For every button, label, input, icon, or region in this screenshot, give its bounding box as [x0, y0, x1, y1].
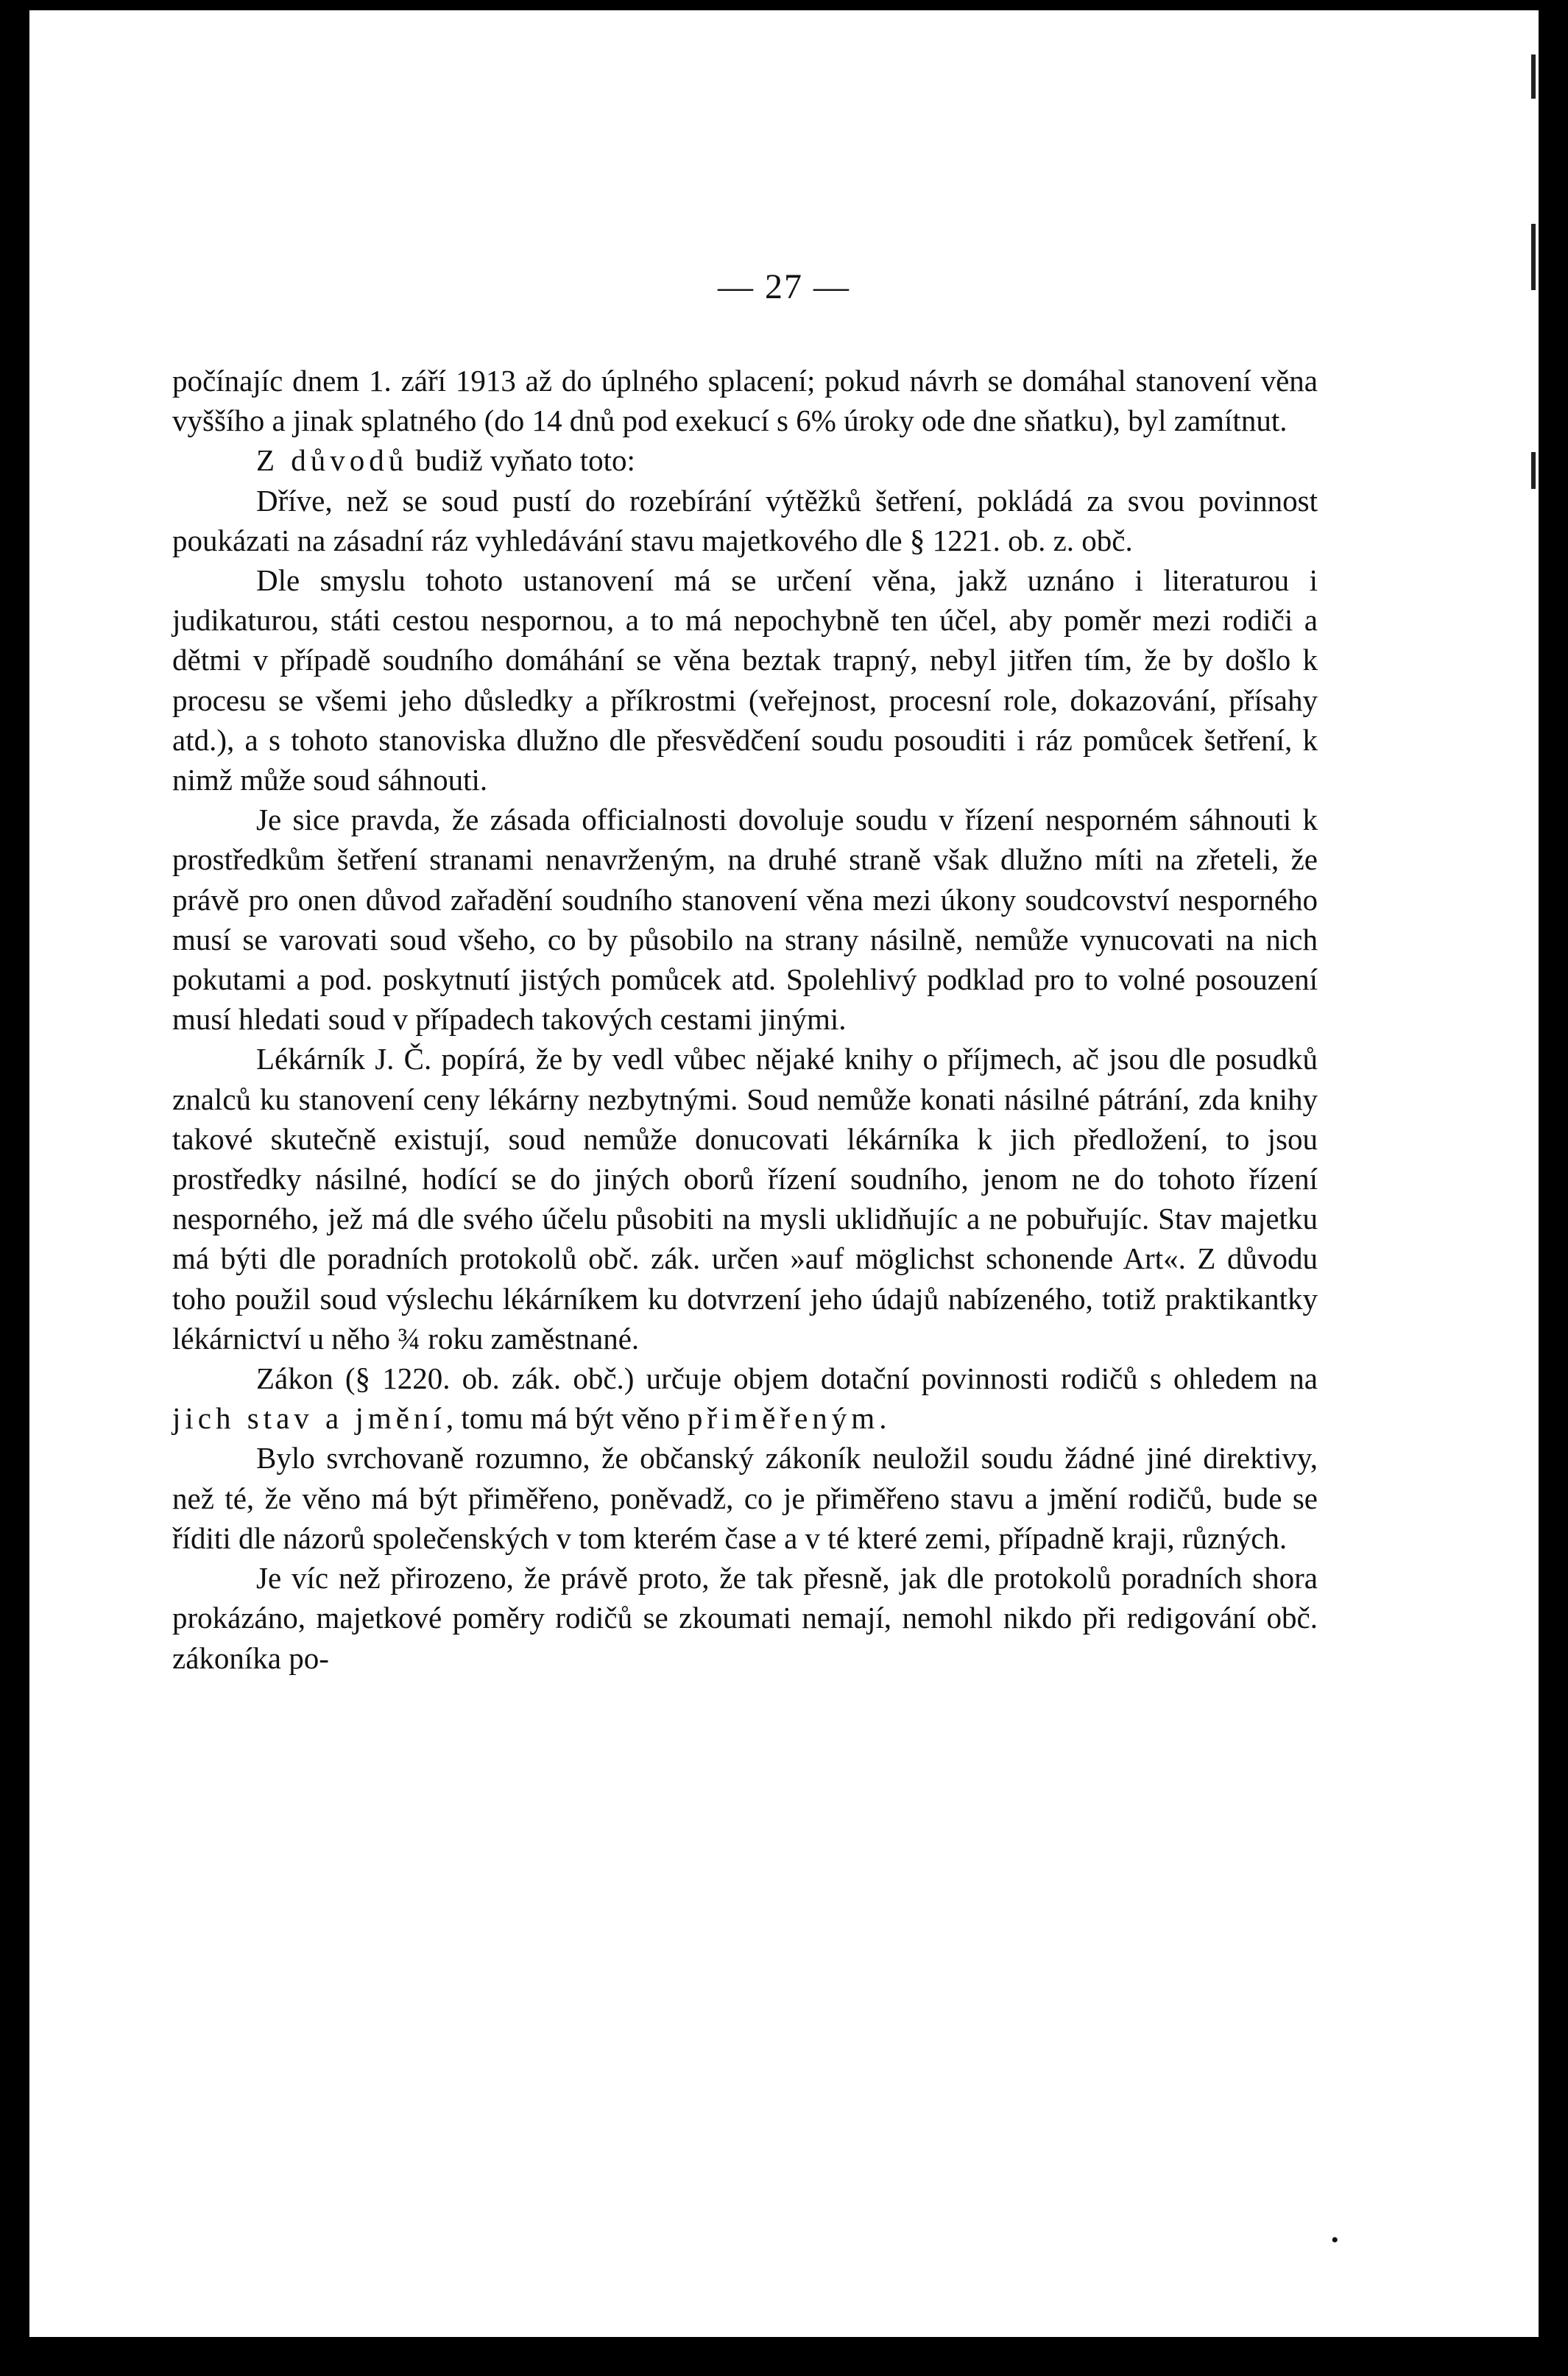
paragraph [172, 361, 1318, 440]
paragraph [172, 1358, 1318, 1438]
book-page [29, 10, 1539, 2337]
margin-mark: • [1331, 2228, 1339, 2252]
text-run: počínajíc dnem 1. září 1913 až do úplného splacení; pokud návrh se domáhal stanovení věna vyššího a jinak splatného (do 14 dnů pod exekucí s 6% úroky ode dne sňatku), byl zamítnut. [172, 364, 1318, 438]
text-run: Je víc než přirozeno, že právě proto, že tak přesně, jak dle protokolů poradních shora prokázáno, majetkové poměry rodičů se zkoumati nemají, nemohl nikdo při redigování obč. zákoníka po- [172, 1561, 1318, 1675]
body-text [172, 361, 1318, 1678]
spaced-text-run: Z důvodů [256, 443, 409, 478]
paragraph [172, 800, 1318, 1039]
spaced-text-run: jich stav a jmění [172, 1401, 446, 1436]
text-run: budiž vyňato toto: [408, 443, 635, 478]
text-run: , tomu má být věno [445, 1401, 688, 1436]
paragraph [172, 440, 1318, 480]
text-run: Dle smyslu tohoto ustanovení má se určení věna, jakž uznáno i literaturou i judikaturou, státi cestou nespornou, a to má nepochybně ten účel, aby poměr mezi rodiči a dětmi v případě soudního domáhání se věna beztak trapný, nebyl jitřen tím, že by došlo k procesu se všemi jeho důsledky a příkrostmi (veřejnost, procesní role, dokazování, přísahy atd.), a s tohoto stanoviska dlužno dle přesvědčení soudu posouditi i ráz pomůcek šetření, k nimž může soud sáhnouti. [172, 563, 1318, 797]
spaced-text-run: přiměřeným [687, 1401, 880, 1436]
edge-mark [1531, 452, 1536, 489]
page-number: — 27 — [718, 267, 850, 306]
paragraph [172, 1438, 1318, 1558]
edge-mark [1531, 54, 1536, 99]
text-run: . [879, 1401, 887, 1436]
paragraph [172, 1558, 1318, 1678]
edge-mark [1531, 224, 1536, 290]
text-run: Bylo svrchovaně rozumno, že občanský zákoník neuložil soudu žádné jiné direktivy, než té, že věno má být přiměřeno, poněvadž, co je přiměřeno stavu a jmění rodičů, bude se říditi dle názorů společenských v tom kterém čase a v té které zemi, případně kraji, různých. [172, 1441, 1318, 1555]
paragraph [172, 560, 1318, 800]
text-run: Zákon (§ 1220. ob. zák. obč.) určuje objem dotační povinnosti rodičů s ohledem na [256, 1361, 1318, 1396]
paragraph [172, 1039, 1318, 1358]
text-run: Dříve, než se soud pustí do rozebírání výtěžků šetření, pokládá za svou povinnost poukázati na zásadní ráz vyhledávání stavu majetkového dle § 1221. ob. z. obč. [172, 483, 1318, 557]
text-run: Lékárník J. Č. popírá, že by vedl vůbec nějaké knihy o příjmech, ač jsou dle posudků znalců ku stanovení ceny lékárny nezbytnými. Soud nemůže konati násilné pátrání, zda knihy takové skutečně existují, soud nemůže donucovati lékárníka k jich předložení, to jsou prostředky násilné, hodící se do jiných oborů řízení soudního, jenom ne do tohoto řízení nesporného, jež má dle svého účelu působiti na mysli uklidňujíc a ne pobuřujíc. Stav majetku má býti dle poradních protokolů obč. zák. určen »auf möglichst schonende Art«. Z důvodu toho použil soud výslechu lékárníkem ku dotvrzení jeho údajů nabízeného, totiž praktikantky lékárnictví u něho ¾ roku zaměstnané. [172, 1042, 1318, 1356]
text-run: Je sice pravda, že zásada officialnosti dovoluje soudu v řízení nesporném sáhnouti k prostředkům šetření stranami nenavrženým, na druhé straně však dlužno míti na zřeteli, že právě pro onen důvod zařadění soudního stanovení věna mezi úkony soudcovství nesporného musí se varovati soud všeho, co by působilo na strany násilně, nemůže vynucovati na nich pokutami a pod. poskytnutí jistých pomůcek atd. Spolehlivý podklad pro to volné posouzení musí hledati soud v případech takových cestami jinými. [172, 803, 1318, 1037]
paragraph [172, 481, 1318, 560]
